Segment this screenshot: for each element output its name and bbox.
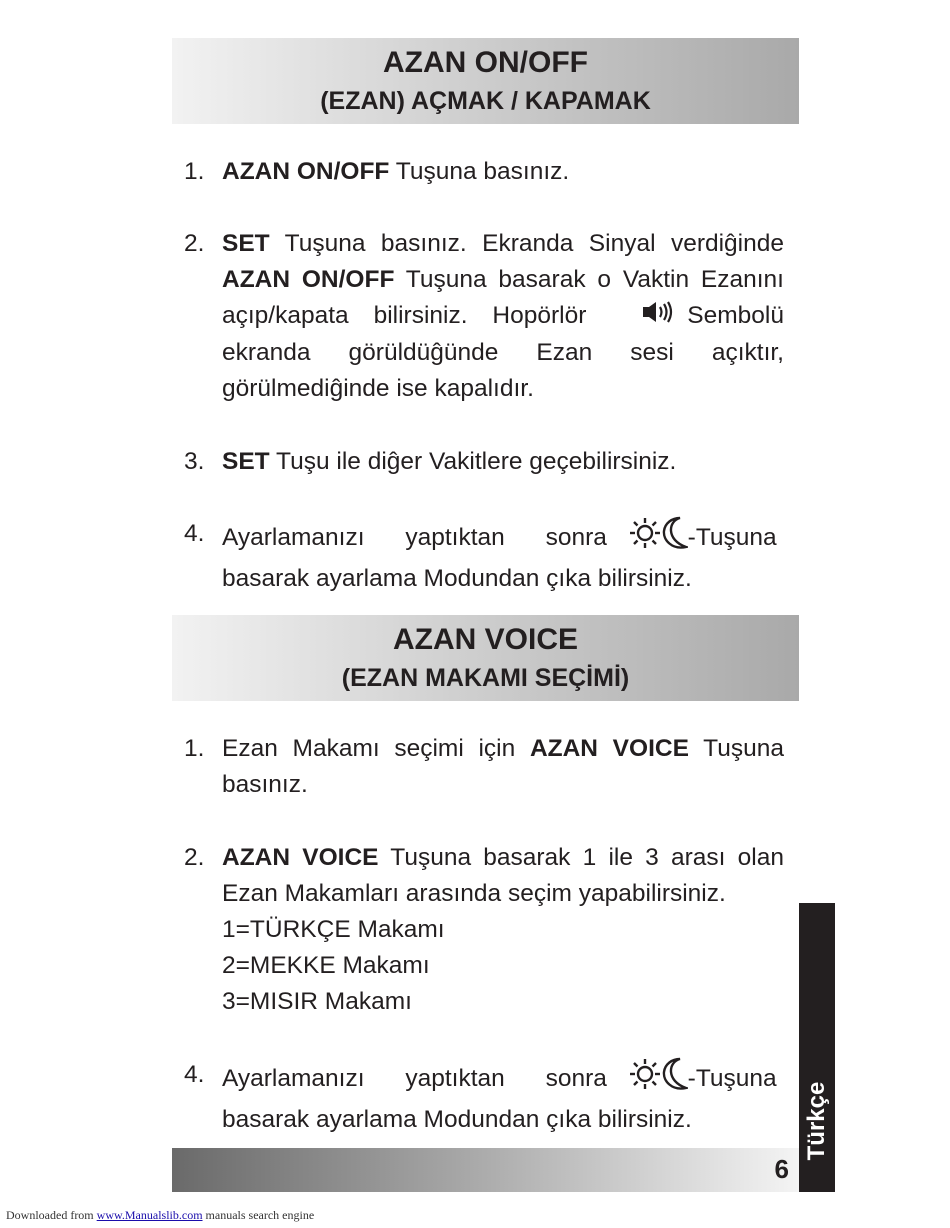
sun-icon [628,516,662,561]
moon-icon [662,1057,688,1102]
item-text: -Tuşuna basarak ayarlama Modundan çıka bilirsiniz. [222,1064,777,1133]
item-number: 1. [184,735,205,762]
item-number: 2. [184,230,205,257]
manualslib-link[interactable]: www.Manualslib.com [96,1208,203,1222]
list-item [184,840,784,1020]
button-name: AZAN VOICE [529,735,689,762]
sun-icon [628,1057,662,1102]
list-item [184,154,784,190]
download-note [6,1208,314,1223]
item-text: Tuşuna basarak 1 ile 3 arası olan Ezan Makamları arasında seçim yapabilirsiniz. [222,844,785,907]
option-item: 2=MEKKE Makamı [222,952,430,979]
list-item [184,444,784,480]
item-number: 3. [184,448,205,475]
button-name: AZAN ON/OFF [222,158,390,185]
option-item: 3=MISIR Makamı [222,988,412,1015]
section-subtitle: (EZAN) AÇMAK / KAPAMAK [320,87,651,115]
download-note-prefix: Downloaded from [6,1208,97,1222]
item-text: Tuşuna basarak o Vaktin Ezanını açıp/kapata bilirsiniz. Hopörlör [222,266,784,329]
item-number: 1. [184,158,205,185]
section-subtitle: (EZAN MAKAMI SEÇİMİ) [341,664,630,692]
speaker-icon [641,299,673,335]
language-tab [799,903,835,1192]
language-label: Türkçe [803,1081,830,1161]
button-name: SET [222,230,270,257]
list-item [184,516,784,597]
moon-icon [662,516,688,561]
item-text: Ayarlamanızı yaptıktan sonra [222,1064,607,1092]
option-list [222,912,784,1020]
item-text: Ayarlamanızı yaptıktan sonra [222,523,607,551]
footer-bar [172,1148,799,1192]
list-item [184,731,784,803]
button-name: AZAN VOICE [222,844,379,871]
list-item [184,226,784,407]
item-number: 4. [184,520,205,547]
item-text: Tuşuna basınız. Ekranda Sinyal verdiĝinde [269,230,784,257]
section-title: AZAN VOICE [392,623,578,656]
item-number: 2. [184,844,205,871]
item-number: 4. [184,1061,205,1088]
item-text: Tuşuna basınız. [389,158,570,185]
option-item: 1=TÜRKÇE Makamı [222,916,445,943]
section-title: AZAN ON/OFF [383,46,588,79]
download-note-suffix: manuals search engine [202,1208,315,1222]
item-text: Tuşuna basınız. [222,735,784,798]
list-item [184,1057,784,1138]
item-text: -Tuşuna basarak ayarlama Modundan çıka bilirsiniz. [222,523,777,592]
item-text: Sembolü ekranda görüldüĝünde Ezan sesi açıktır, görülmediĝinde ise kapalıdır. [222,302,784,402]
item-text: Tuşu ile diĝer Vakitlere geçebilirsiniz. [269,448,677,475]
section-header-azan-on-off [172,38,799,124]
item-text: Ezan Makamı seçimi için [222,735,530,762]
page-number: 6 [774,1154,789,1184]
section-header-azan-voice [172,615,799,701]
button-name: SET [222,448,270,475]
button-name: AZAN ON/OFF [222,266,395,293]
